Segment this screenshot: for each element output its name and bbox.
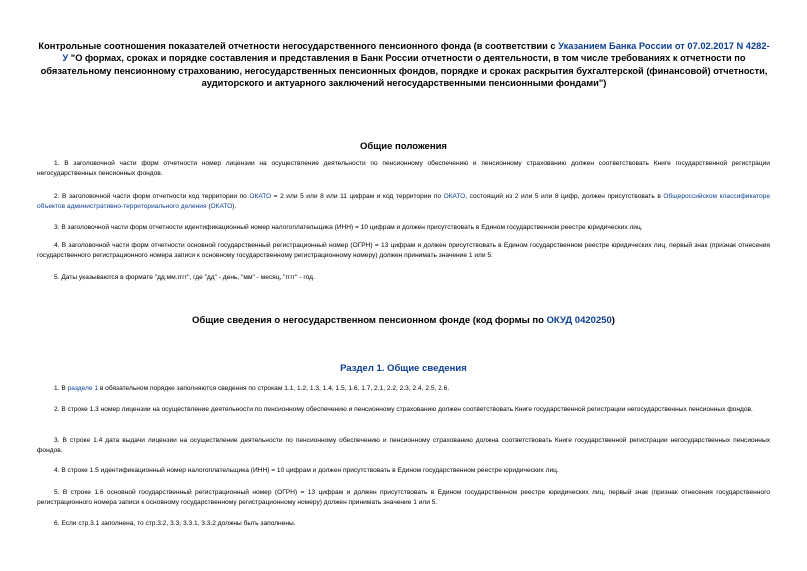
section1-paragraph-4: 4. В строке 1.5 идентификационный номер налогоплательщика (ИНН) = 10 цифрам и должен присутствовать в Едином государственном реестре юридических лиц. xyxy=(54,467,559,474)
title-text-after: "О формах, сроках и порядке составления и представления в Банк России отчетности о деятельности, в том числе требованиях к отчетности по обязательному пенсионному страхованию, негосударственных пенсионных фондов, порядке и сроках раскрытия бухгалтерской (финансовой) отчетности, аудиторского и актуарного заключений негосударственными пенсионными фондами") xyxy=(40,53,768,89)
title-text-before: Контрольные соотношения показателей отчетности негосударственного пенсионного фонда (в соответствии с xyxy=(38,41,559,51)
general-p2-text-4: ( xyxy=(206,203,211,211)
section-1-inline-link[interactable]: разделе 1 xyxy=(67,385,99,392)
fund-info-heading-text-before: Общие сведения о негосударственном пенсионном фонде (код формы по xyxy=(192,315,547,326)
general-paragraph-3: 3. В заголовочной части форм отчетности идентификационный номер налогоплательщика (ИНН) = 10 цифрам и должен присутствовать в Едином государственном реестре юридических лиц. xyxy=(54,224,643,231)
section1-paragraph-2: 2. В строке 1.3 номер лицензии на осуществление деятельности по пенсионному обеспечению и пенсионному страхованию должен соответствовать Книге государственной регистрации негосударственных пенсионных фондов. xyxy=(54,406,753,413)
section1-p1-text-1: 1. В xyxy=(54,385,68,392)
section1-paragraph-6: 6. Если стр.3.1 заполнена, то стр.3.2, 3.3, 3.3.1, 3.3.2 должны быть заполнены. xyxy=(54,520,296,527)
general-p2-text-5: ). xyxy=(232,203,237,211)
general-paragraph-1: 1. В заголовочной части форм отчетности номер лицензии на осуществление деятельности по пенсионному обеспечению и пенсионному страхованию должен соответствовать Книге государственной регистрации негосударственных пенсионных фондов. xyxy=(37,160,770,178)
general-paragraph-5: 5. Даты указываются в формате "дд.мм.гггг", где "дд" - день, "мм" - месяц, "гггг" - год. xyxy=(54,274,315,281)
section-1-link[interactable]: Раздел 1. Общие сведения xyxy=(340,363,467,374)
okato-link-2[interactable]: ОКАТО xyxy=(443,193,466,200)
fund-info-heading-text-after: ) xyxy=(611,315,615,326)
section1-paragraph-1 xyxy=(37,384,770,394)
document-title xyxy=(36,40,772,90)
section1-paragraph-5: 5. В строке 1.6 основной государственный регистрационный номер (ОГРН) = 13 цифрам и должен присутствовать в Едином государственном реестре юридических лиц, первый знак (признак отнесения государственного регистрационного номера записи к основному государственному регистрационному номеру) должен принимать значение 1 или 5. xyxy=(37,489,770,507)
heading-fund-info xyxy=(0,315,807,327)
general-p2-text-1: 2. В заголовочной части форм отчетности код территории по xyxy=(54,193,250,200)
general-paragraph-2 xyxy=(37,192,770,212)
okato-link-3[interactable]: ОКАТО xyxy=(210,203,233,211)
general-paragraph-4: 4. В заголовочной части форм отчетности основной государственный регистрационный номер (ОГРН) = 13 цифрам и должен присутствовать в Едином государственном реестре юридических лиц, первый знак (признак отнесения государственного регистрационного номера записи к основному государственному регистрационному номеру) должен принимать значение 1 или 5. xyxy=(37,242,770,260)
okud-link[interactable]: ОКУД 0420250 xyxy=(546,315,612,326)
section1-p1-text-2: в обязательном порядке заполняются сведения по строкам 1.1, 1.2, 1.3, 1.4, 1.5, 1.6, 1.7, 2.1, 2.2, 2.3, 2.4, 2.5, 2.6. xyxy=(98,385,450,392)
general-p2-text-2: = 2 или 5 или 8 или 11 цифрам и код территории по xyxy=(271,193,444,200)
okato-link-1[interactable]: ОКАТО xyxy=(249,193,272,200)
title-decree-link[interactable]: Указанием Банка России от 07.02.2017 N 4282-У xyxy=(62,41,770,64)
heading-section-1 xyxy=(0,363,807,375)
section1-paragraph-3: 3. В строке 1.4 дата выдачи лицензии на осуществление деятельности по пенсионному обеспечению и пенсионному страхованию должна соответствовать Книге государственной регистрации негосударственных пенсионных фондов. xyxy=(37,437,770,455)
heading-general: Общие положения xyxy=(360,141,447,152)
general-p2-text-3: , состоящий из 2 или 5 или 8 цифр, должен присутствовать в xyxy=(465,193,664,200)
classifier-link[interactable]: Общероссийском классификаторе объектов административно-территориального деления xyxy=(37,193,770,211)
